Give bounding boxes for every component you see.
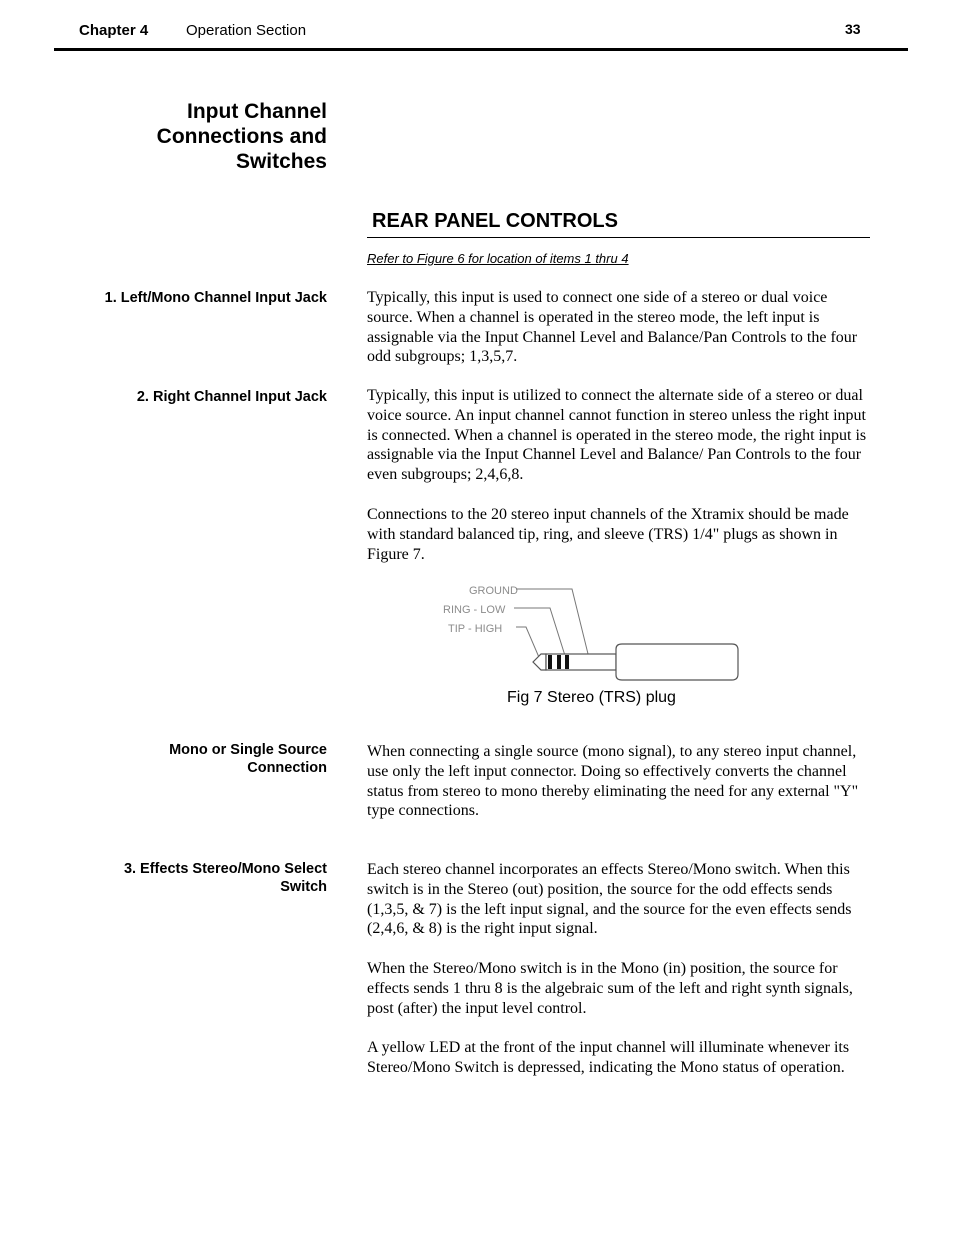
mono-single-text: When connecting a single source (mono signal), to any stereo input channel, use only the left input connector. Doing so effectively converts the channel status from stereo to mono thereby eliminating the need for any external "Y" type connections. <box>367 743 859 820</box>
effects-switch-text-2: When the Stereo/Mono switch is in the Mono (in) position, the source for effects sends 1 thru 8 is the algebraic sum of the left and right synth signals, post (after) the input level control. <box>367 960 853 1017</box>
figure-caption: Fig 7 Stereo (TRS) plug <box>507 689 676 706</box>
figure-reference-link[interactable]: Refer to Figure 6 for location of items 1 thru 4 <box>367 251 629 266</box>
ground-leader <box>516 589 590 662</box>
plug-tip <box>533 654 546 670</box>
ring-band-2 <box>565 655 569 669</box>
section-title <box>100 99 327 174</box>
leader-lines <box>514 589 590 662</box>
effects-switch-text-1: Each stereo channel incorporates an effects Stereo/Mono switch. When this switch is in the Stereo (out) position, the source for the odd effects sends (1,3,5, & 7) is the left input signal, and the source for the even effects sends (2,4,6, & 8) is the right input signal. <box>367 861 852 938</box>
header-rule <box>54 48 908 51</box>
connections-text: Connections to the 20 stereo input channels of the Xtramix should be made with standard balanced tip, ring, and sleeve (TRS) 1/4" plugs as shown in Figure 7. <box>367 506 849 563</box>
left-mono-jack-text: Typically, this input is used to connect one side of a stereo or dual voice source. When a channel is operated in the stereo mode, the left input is assignable via the Input Channel Level and Balance/Pan Controls to the four odd subgroups; 1,3,5,7. <box>367 289 858 366</box>
effects-switch-label-line2: Switch <box>280 879 327 895</box>
ring-label: RING - LOW <box>443 604 506 616</box>
effects-switch-text-3: A yellow LED at the front of the input channel will illuminate whenever its Stereo/Mono Switch is depressed, indicating the Mono status of operation. <box>367 1039 850 1076</box>
right-jack-text: Typically, this input is utilized to connect the alternate side of a stereo or dual voice source. An input channel cannot function in stereo unless the right input is connected. When a channel is operated in the stereo mode, the right input is assignable via the Input Channel Level and Balance/ Pan Controls to the four even subgroups; 2,4,6,8. <box>367 387 867 484</box>
effects-switch-label <box>60 860 327 896</box>
heading-rule <box>367 237 870 238</box>
plug-shaft <box>546 654 616 670</box>
mono-single-label-line2: Connection <box>247 760 327 776</box>
tip-band <box>548 655 552 669</box>
ground-label: GROUND <box>469 585 518 597</box>
section-title-line1: Input Channel <box>187 100 327 123</box>
rear-panel-heading: REAR PANEL CONTROLS <box>372 210 618 232</box>
section-title-line2: Connections and <box>156 125 327 148</box>
plug-handle <box>616 644 738 680</box>
tip-leader <box>516 627 541 662</box>
ring-band-1 <box>557 655 561 669</box>
plug-body <box>533 644 738 680</box>
trs-plug-figure <box>440 580 745 686</box>
tip-label: TIP - HIGH <box>448 623 503 635</box>
left-mono-jack-label: 1. Left/Mono Channel Input Jack <box>104 290 327 306</box>
page-number: 33 <box>845 21 861 37</box>
section-title-line3: Switches <box>235 150 327 173</box>
effects-switch-label-line1: 3. Effects Stereo/Mono Select <box>123 861 327 877</box>
chapter-label: Chapter 4 <box>79 22 149 39</box>
right-jack-label: 2. Right Channel Input Jack <box>136 389 327 405</box>
section-name: Operation Section <box>186 22 307 39</box>
mono-single-label <box>60 741 327 777</box>
mono-single-label-line1: Mono or Single Source <box>169 742 327 758</box>
